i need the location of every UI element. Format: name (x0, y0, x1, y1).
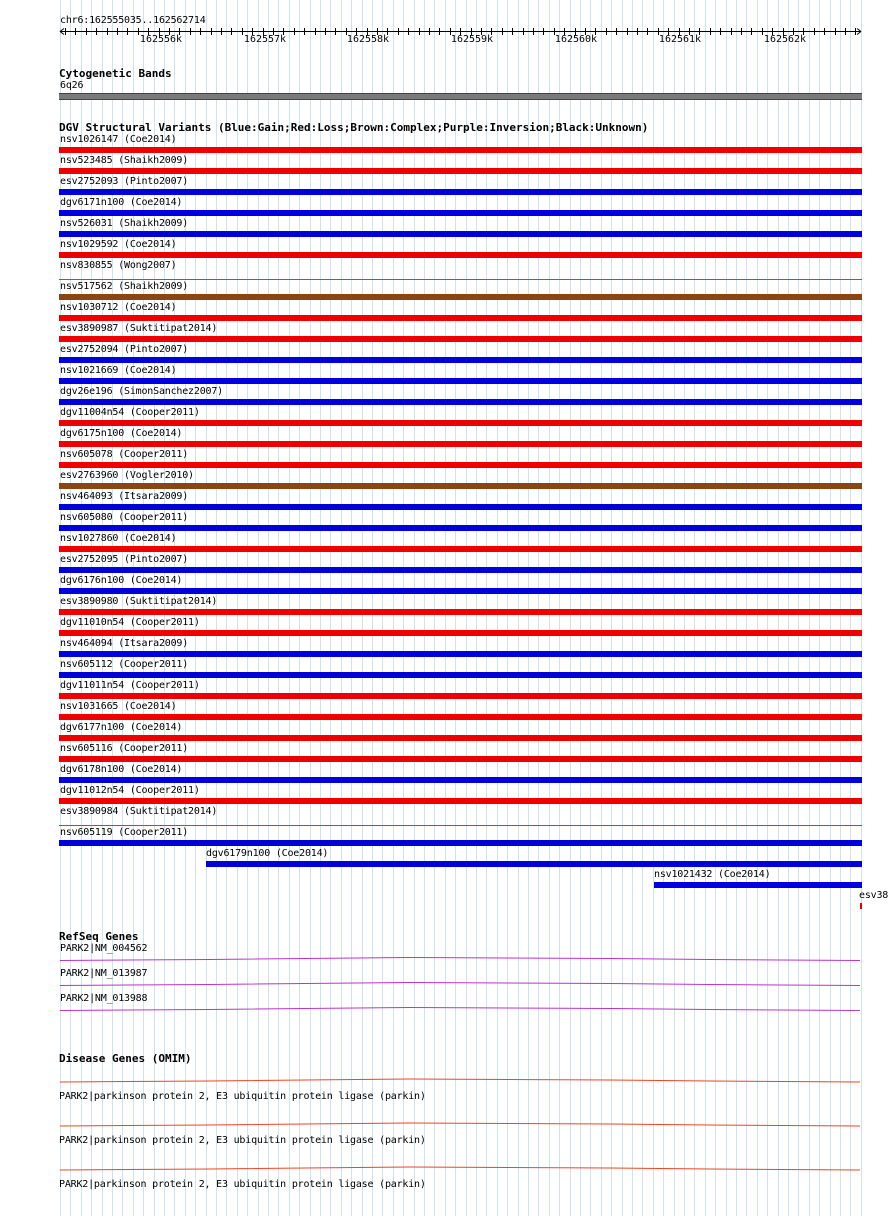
dgv-variant-bar-gain[interactable] (59, 840, 862, 846)
dgv-variant-bar-gain[interactable] (59, 651, 862, 657)
position-ruler[interactable] (0, 0, 890, 50)
dgv-variant-label[interactable]: dgv26e196 (SimonSanchez2007) (60, 386, 223, 397)
dgv-variant-bar-gain[interactable] (59, 189, 862, 195)
dgv-variant-bar-complex[interactable] (59, 294, 862, 300)
ruler-tick-label: 162558k (346, 34, 390, 45)
dgv-variant-label[interactable]: nsv605078 (Cooper2011) (60, 449, 189, 460)
dgv-variant-label[interactable]: nsv605116 (Cooper2011) (60, 743, 189, 754)
dgv-variant-label[interactable]: esv3890984 (Suktitipat2014) (60, 806, 218, 817)
dgv-variant-bar-loss[interactable] (59, 714, 862, 720)
dgv-track-title: DGV Structural Variants (Blue:Gain;Red:Loss;Brown:Complex;Purple:Inversion;Black:Unknown) (59, 121, 649, 134)
dgv-variant-bar-loss[interactable] (59, 546, 862, 552)
omim-gene-label[interactable]: PARK2|parkinson protein 2, E3 ubiquitin protein ligase (parkin) (59, 1135, 426, 1146)
dgv-variant-label[interactable]: nsv526031 (Shaikh2009) (60, 218, 189, 229)
dgv-variant-bar-loss[interactable] (59, 462, 862, 468)
dgv-variant-label[interactable]: esv2752094 (Pinto2007) (60, 344, 189, 355)
dgv-variant-label[interactable]: dgv11004n54 (Cooper2011) (60, 407, 200, 418)
dgv-variant-bar-gain[interactable] (59, 399, 862, 405)
refseq-gene-label[interactable]: PARK2|NM_013988 (60, 993, 148, 1004)
dgv-variant-label[interactable]: dgv6177n100 (Coe2014) (60, 722, 183, 733)
dgv-variant-bar-gain[interactable] (59, 504, 862, 510)
dgv-variant-bar-loss[interactable] (59, 315, 862, 321)
dgv-variant-label[interactable]: nsv464094 (Itsara2009) (60, 638, 189, 649)
dgv-variant-label[interactable]: dgv6171n100 (Coe2014) (60, 197, 183, 208)
ruler-tick-label: 162557k (243, 34, 287, 45)
dgv-variant-bar-complex[interactable] (59, 483, 862, 489)
dgv-variant-bar-loss[interactable] (59, 336, 862, 342)
cytoband-label: 6q26 (60, 80, 84, 91)
dgv-variant-label[interactable]: esv2752093 (Pinto2007) (60, 176, 189, 187)
dgv-variant-label[interactable]: nsv1027860 (Coe2014) (60, 533, 177, 544)
dgv-variant-label[interactable]: dgv6175n100 (Coe2014) (60, 428, 183, 439)
dgv-variant-bar-gain[interactable] (59, 777, 862, 783)
locus-label: chr6:162555035..162562714 (60, 15, 206, 26)
dgv-variant-bar-loss[interactable] (59, 147, 862, 153)
dgv-variant-bar-loss[interactable] (59, 630, 862, 636)
dgv-variant-label[interactable]: nsv1026147 (Coe2014) (60, 134, 177, 145)
dgv-variant-label[interactable]: nsv523485 (Shaikh2009) (60, 155, 189, 166)
omim-gene-label[interactable]: PARK2|parkinson protein 2, E3 ubiquitin protein ligase (parkin) (59, 1179, 426, 1190)
dgv-variant-bar-loss[interactable] (59, 756, 862, 762)
dgv-variant-label[interactable]: dgv6176n100 (Coe2014) (60, 575, 183, 586)
dgv-variant-label[interactable]: dgv11012n54 (Cooper2011) (60, 785, 200, 796)
omim-track-title: Disease Genes (OMIM) (59, 1052, 192, 1065)
dgv-variant-label[interactable]: esv38 (859, 890, 889, 901)
dgv-variant-label[interactable]: dgv6179n100 (Coe2014) (206, 848, 329, 859)
dgv-variant-bar-gain[interactable] (59, 672, 862, 678)
refseq-gene-label[interactable]: PARK2|NM_013987 (60, 968, 148, 979)
dgv-variant-bar-loss[interactable] (860, 903, 862, 909)
dgv-variant-bar-loss[interactable] (59, 168, 862, 174)
cytoband-ideogram[interactable] (59, 93, 862, 100)
ruler-tick-label: 162559k (450, 34, 494, 45)
dgv-variant-label[interactable]: nsv1029592 (Coe2014) (60, 239, 177, 250)
dgv-variant-label[interactable]: nsv1021432 (Coe2014) (654, 869, 771, 880)
dgv-variant-label[interactable]: nsv1030712 (Coe2014) (60, 302, 177, 313)
cytoband-track-title: Cytogenetic Bands (59, 67, 172, 80)
dgv-variant-label[interactable]: nsv517562 (Shaikh2009) (60, 281, 189, 292)
dgv-variant-bar-gain[interactable] (59, 357, 862, 363)
dgv-variant-bar-gain[interactable] (59, 567, 862, 573)
dgv-variant-bar-gain[interactable] (654, 882, 862, 888)
dgv-variant-label[interactable]: nsv1031665 (Coe2014) (60, 701, 177, 712)
ruler-tick-label: 162556k (139, 34, 183, 45)
dgv-variant-label[interactable]: dgv11010n54 (Cooper2011) (60, 617, 200, 628)
dgv-variant-bar-gain[interactable] (59, 525, 862, 531)
ruler-tick-label: 162561k (658, 34, 702, 45)
dgv-variant-label[interactable]: esv2763960 (Vogler2010) (60, 470, 194, 481)
dgv-variant-label[interactable]: dgv6178n100 (Coe2014) (60, 764, 183, 775)
dgv-variant-bar-thin[interactable] (59, 825, 862, 826)
refseq-gene-label[interactable]: PARK2|NM_004562 (60, 943, 148, 954)
dgv-variant-label[interactable]: esv2752095 (Pinto2007) (60, 554, 189, 565)
dgv-variant-label[interactable]: nsv1021669 (Coe2014) (60, 365, 177, 376)
dgv-variant-bar-loss[interactable] (59, 420, 862, 426)
dgv-variant-label[interactable]: nsv830855 (Wong2007) (60, 260, 177, 271)
ruler-tick-label: 162562k (763, 34, 807, 45)
dgv-variant-bar-loss[interactable] (59, 252, 862, 258)
dgv-variant-bar-loss[interactable] (59, 798, 862, 804)
dgv-variant-bar-loss[interactable] (59, 609, 862, 615)
dgv-variant-bar-gain[interactable] (59, 210, 862, 216)
dgv-variant-bar-loss[interactable] (59, 693, 862, 699)
ruler-tick-label: 162560k (554, 34, 598, 45)
dgv-variant-bar-gain[interactable] (206, 861, 862, 867)
dgv-variant-label[interactable]: nsv605119 (Cooper2011) (60, 827, 189, 838)
refseq-track-title: RefSeq Genes (59, 930, 139, 943)
dgv-variant-bar-gain[interactable] (59, 588, 862, 594)
dgv-variant-label[interactable]: esv3890980 (Suktitipat2014) (60, 596, 218, 607)
dgv-variant-bar-thin[interactable] (59, 279, 862, 280)
dgv-variant-bar-gain[interactable] (59, 231, 862, 237)
dgv-variant-bar-loss[interactable] (59, 441, 862, 447)
dgv-variant-label[interactable]: esv3890987 (Suktitipat2014) (60, 323, 218, 334)
dgv-variant-label[interactable]: dgv11011n54 (Cooper2011) (60, 680, 200, 691)
dgv-variant-label[interactable]: nsv605080 (Cooper2011) (60, 512, 189, 523)
dgv-variant-label[interactable]: nsv605112 (Cooper2011) (60, 659, 189, 670)
dgv-variant-label[interactable]: nsv464093 (Itsara2009) (60, 491, 189, 502)
omim-gene-label[interactable]: PARK2|parkinson protein 2, E3 ubiquitin protein ligase (parkin) (59, 1091, 426, 1102)
dgv-variant-bar-loss[interactable] (59, 735, 862, 741)
dgv-variant-bar-gain[interactable] (59, 378, 862, 384)
